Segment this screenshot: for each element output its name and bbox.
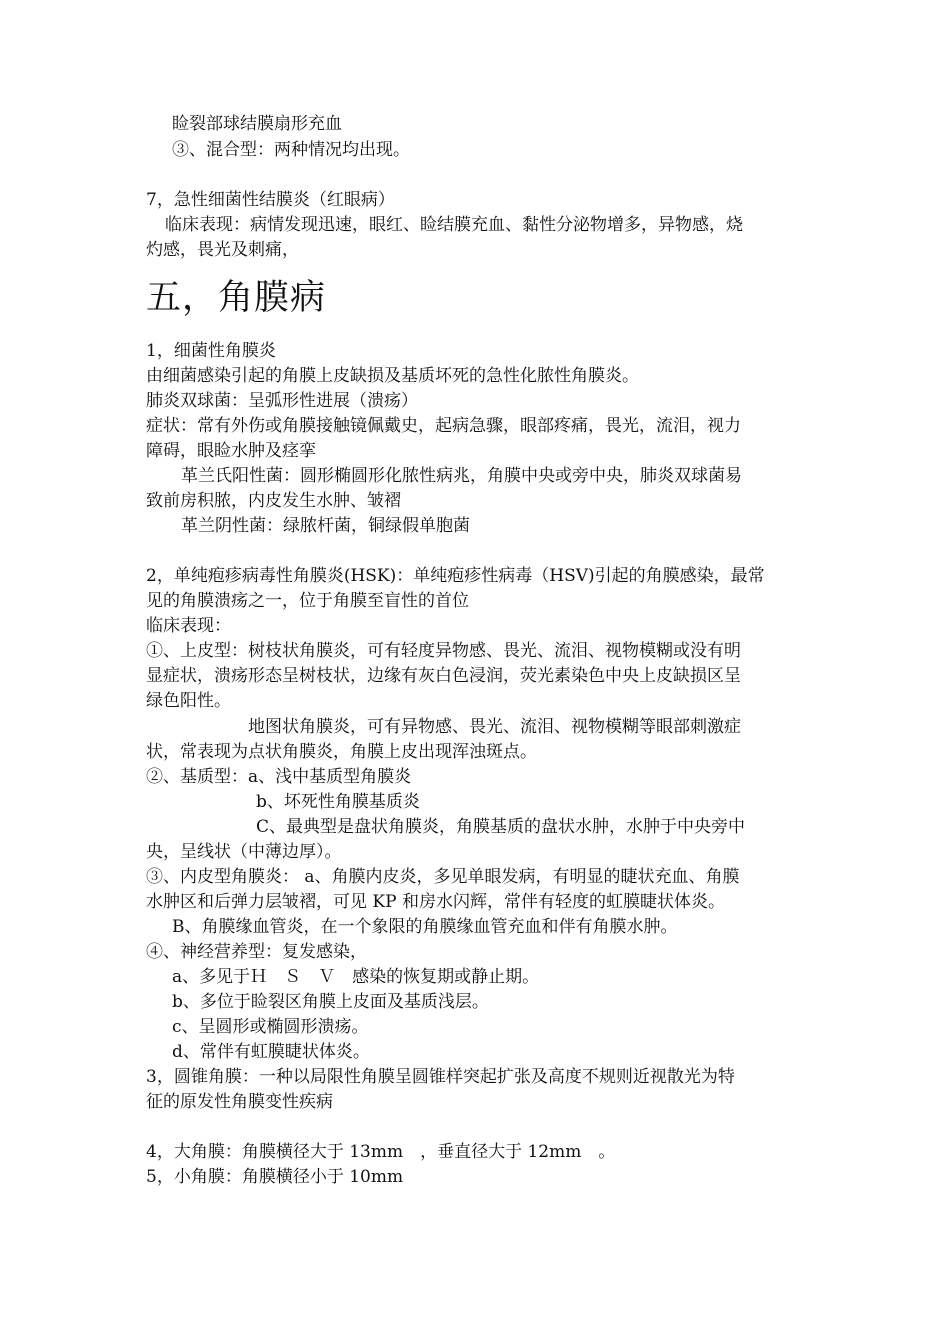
item-5-line: 5，小角膜：角膜横径小于 10mm [146, 1167, 404, 1187]
text-line-intro-1: 睑裂部球结膜扇形充血 [172, 114, 342, 134]
item-4-line: 4，大角膜：角膜横径大于 13mm ，垂直径大于 12mm 。 [146, 1142, 616, 1162]
map-keratitis-line-1: 地图状角膜炎，可有异物感、畏光、流泪、视物模糊等眼部刺激症 [248, 717, 741, 737]
item-3-line-1: 3，圆锥角膜：一种以局限性角膜呈圆锥样突起扩张及高度不规则近视散光为特 [146, 1067, 735, 1087]
item-2-title-line-2: 见的角膜溃疡之一，位于角膜至盲性的首位 [146, 591, 469, 611]
neurotrophic-item-d: d、常伴有虹膜睫状体炎。 [172, 1042, 370, 1062]
neurotrophic-title: ④、神经营养型：复发感染， [146, 942, 367, 962]
epithelial-line-2: 显症状，溃疡形态呈树枝状，边缘有灰白色浸润，荧光素染色中央上皮缺损区呈 [146, 666, 741, 686]
gram-positive-line-1: 革兰氏阳性菌：圆形椭圆形化脓性病兆，角膜中央或旁中央，肺炎双球菌易 [181, 466, 742, 486]
epithelial-line-3: 绿色阳性。 [146, 691, 231, 711]
gram-negative-line: 革兰阴性菌：绿脓杆菌，铜绿假单胞菌 [181, 516, 470, 536]
section-5-heading: 五，角膜病 [146, 278, 327, 318]
neurotrophic-item-b: b、多位于睑裂区角膜上皮面及基质浅层。 [172, 992, 489, 1012]
map-keratitis-line-2: 状，常表现为点状角膜炎，角膜上皮出现浑浊斑点。 [146, 742, 537, 762]
neurotrophic-item-c: c、呈圆形或椭圆形溃疡。 [172, 1017, 369, 1037]
text-line-intro-2: ③、混合型：两种情况均出现。 [172, 140, 410, 160]
item-1-definition: 由细菌感染引起的角膜上皮缺损及基质坏死的急性化脓性角膜炎。 [146, 366, 639, 386]
symptom-line-2: 障碍，眼睑水肿及痉挛 [146, 441, 316, 461]
endothelial-line-2: 水肿区和后弹力层皱褶，可见 KP 和房水闪辉，常伴有轻度的虹膜睫状体炎。 [146, 892, 725, 912]
item-7-clinical-line-2: 灼感，畏光及刺痛， [146, 240, 299, 260]
gram-positive-line-2: 致前房积脓，内皮发生水肿、皱褶 [146, 491, 401, 511]
item-7-title: 7，急性细菌性结膜炎（红眼病） [146, 190, 395, 210]
stromal-line-2: b、坏死性角膜基质炎 [256, 792, 420, 812]
neurotrophic-item-a: a、多见于Ｈ Ｓ Ｖ 感染的恢复期或静止期。 [172, 967, 540, 987]
symptom-line-1: 症状：常有外伤或角膜接触镜佩戴史，起病急骤，眼部疼痛，畏光，流泪，视力 [146, 416, 741, 436]
item-7-clinical-line-1: 临床表现：病情发现迅速，眼红、睑结膜充血、黏性分泌物增多，异物感，烧 [165, 215, 743, 235]
item-3-line-2: 征的原发性角膜变性疾病 [146, 1092, 333, 1112]
endothelial-line-1: ③、内皮型角膜炎： a、角膜内皮炎，多见单眼发病，有明显的睫状充血、角膜 [146, 867, 740, 887]
stromal-line-1: ②、基质型：a、浅中基质型角膜炎 [146, 767, 412, 787]
item-2-title-line-1: 2，单纯疱疹病毒性角膜炎(HSK)：单纯疱疹性病毒（HSV)引起的角膜感染，最常 [146, 566, 765, 586]
stromal-line-3: C、最典型是盘状角膜炎，角膜基质的盘状水肿，水肿于中央旁中 [256, 817, 746, 837]
epithelial-line-1: ①、上皮型：树枝状角膜炎，可有轻度异物感、畏光、流泪、视物模糊或没有明 [146, 641, 741, 661]
clinical-label: 临床表现： [146, 616, 231, 636]
stromal-line-4: 央，呈线状（中薄边厚）。 [146, 842, 342, 862]
pneumococcus-line: 肺炎双球菌：呈弧形性进展（溃疡） [146, 391, 418, 411]
item-1-title: 1，细菌性角膜炎 [146, 341, 276, 361]
endothelial-line-3: B、角膜缘血管炎，在一个象限的角膜缘血管充血和伴有角膜水肿。 [172, 917, 678, 937]
